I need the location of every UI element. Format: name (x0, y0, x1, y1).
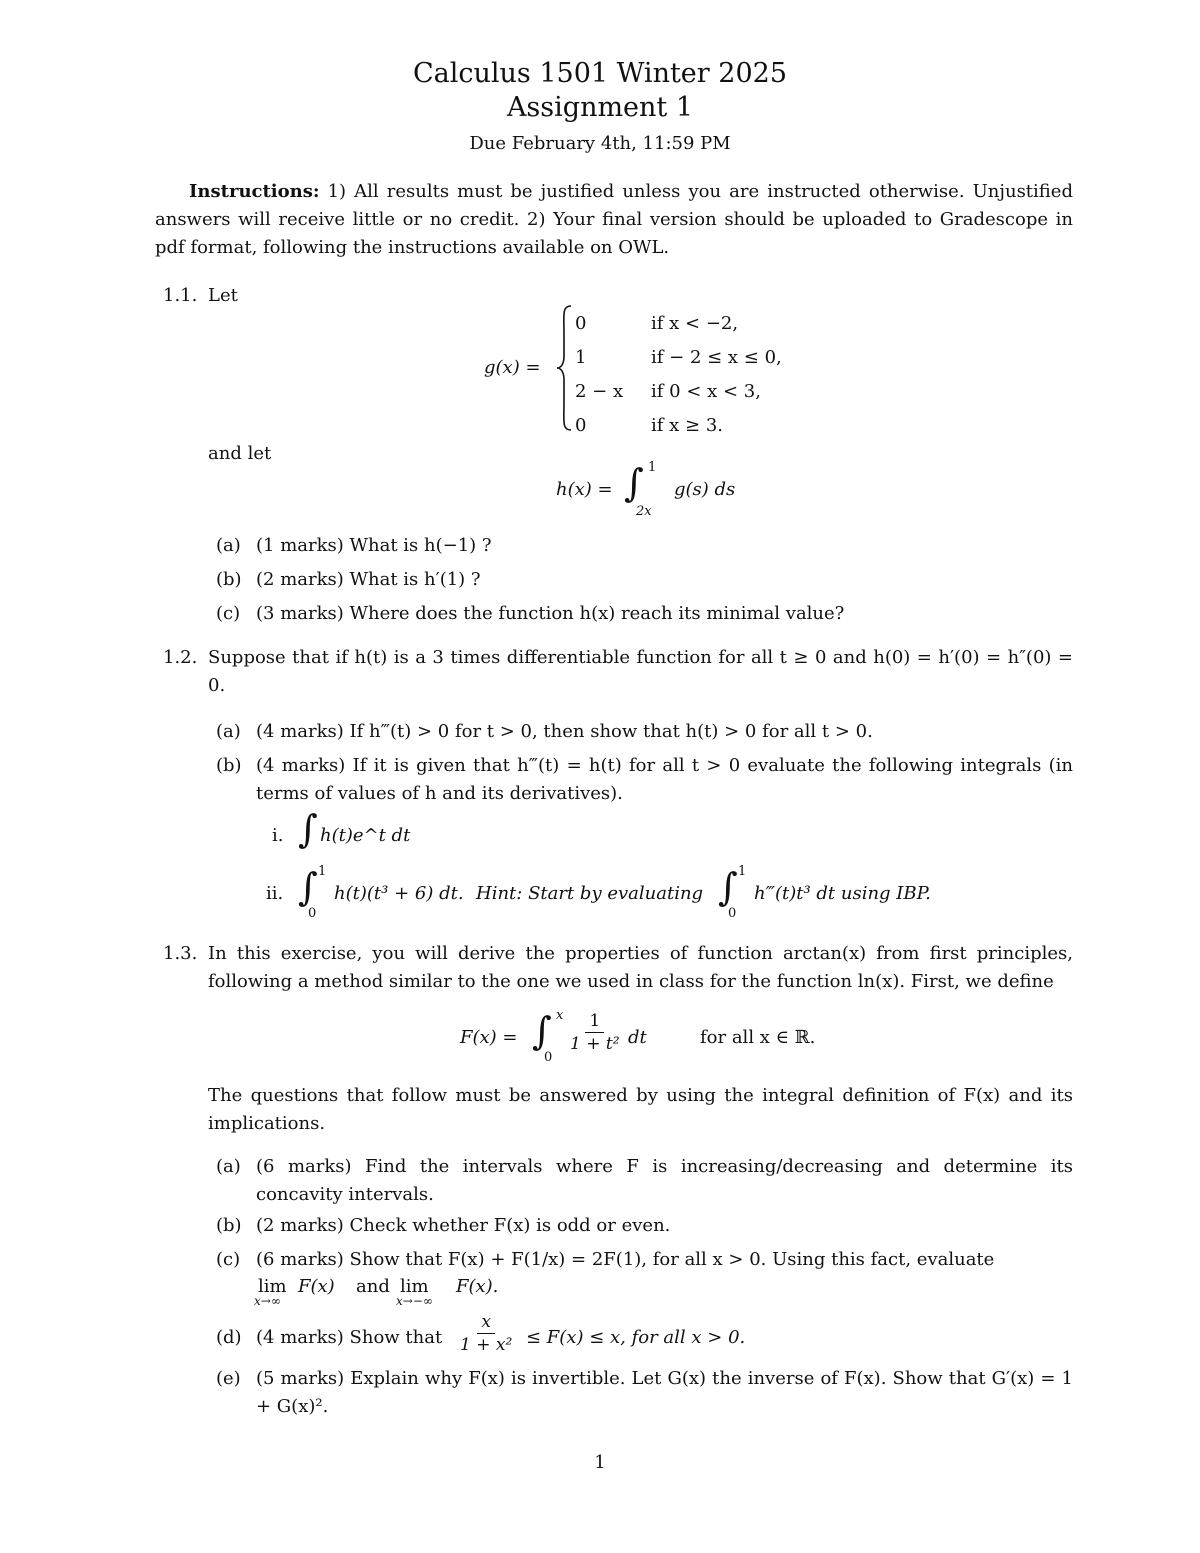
limit-2-subscript: x→−∞ (396, 1294, 433, 1308)
denominator: 1 + x² (460, 1335, 513, 1355)
q1-part-b (256, 566, 481, 594)
marks: (2 marks) (256, 569, 344, 590)
part-text: If h‴(t) > 0 for t > 0, then show that h(t) > 0 for all t > 0. (349, 721, 873, 742)
g-cases-table (575, 306, 782, 442)
limit-2-function: F(x). (456, 1276, 499, 1297)
numerator: 1 (585, 1010, 604, 1033)
sub-ii-integrand: h(t)(t³ + 6) dt. (334, 883, 464, 904)
assignment-subtitle: Assignment 1 (506, 92, 694, 123)
g-case-value: 2 − x (575, 380, 624, 402)
hint-lower: 0 (728, 906, 737, 921)
part-text: What is h(−1) ? (349, 535, 492, 556)
document-title: Calculus 1501 Winter 2025 (413, 58, 787, 89)
q3-part-b-label: (b) (216, 1215, 242, 1236)
q2-number: 1.2. (163, 647, 198, 668)
marks: (6 marks) (256, 1156, 352, 1177)
q1-intro: Let (208, 285, 238, 306)
d-fraction (456, 1311, 516, 1356)
q3-part-e (256, 1365, 1073, 1421)
page-number: 1 (594, 1452, 606, 1473)
q3-part-a (256, 1153, 1073, 1209)
F-upper-limit: x (556, 1008, 564, 1023)
F-domain: for all x ∈ ℝ. (700, 1027, 816, 1048)
left-brace (556, 304, 574, 432)
g-case-value: 1 (575, 346, 587, 368)
part-text: Show that F(x) + F(1/x) = 2F(1), for all x > 0. Using this fact, evaluate (349, 1249, 995, 1270)
g-case-condition: if 0 < x < 3, (651, 380, 761, 402)
q2-stem: Suppose that if h(t) is a 3 times differentiable function for all t ≥ 0 and h(0) = h′(0) = h″(0) = 0. (208, 647, 1073, 696)
marks: (5 marks) (256, 1368, 345, 1389)
g-case-condition: if x < −2, (651, 312, 739, 334)
instructions-label: Instructions: (189, 181, 320, 202)
q1-part-b-label: (b) (216, 569, 242, 590)
marks: (4 marks) (256, 1327, 344, 1348)
q1-part-a-label: (a) (216, 535, 241, 556)
part-text: If it is given that h‴(t) = h(t) for all t > 0 evaluate the following integrals (in terms of values of h and its derivatives). (256, 755, 1073, 804)
q2-part-a (256, 718, 1073, 746)
q3-part-e-label: (e) (216, 1368, 241, 1389)
integral-sign: ∫ (624, 461, 644, 505)
q2-part-a-label: (a) (216, 721, 241, 742)
limit-2: lim (400, 1276, 429, 1297)
limit-1: lim (258, 1276, 287, 1297)
q3-part-d-label: (d) (216, 1327, 242, 1348)
h-integrand: g(s) ds (674, 479, 736, 500)
hint-upper: 1 (738, 864, 747, 879)
fraction (566, 1010, 624, 1055)
sub-ii-upper: 1 (318, 864, 327, 879)
g-case-value: 0 (575, 312, 587, 334)
q3-number: 1.3. (163, 943, 198, 964)
marks: (4 marks) (256, 755, 346, 776)
F-lower-limit: 0 (544, 1050, 553, 1065)
h-definition-lhs: h(x) = (556, 479, 613, 500)
limit-1-function: F(x) (298, 1276, 335, 1297)
q3-part-c (256, 1246, 1073, 1274)
g-case-row (575, 408, 782, 442)
sub-i-label: i. (272, 825, 284, 846)
q1-part-c-label: (c) (216, 603, 241, 624)
q3-followup: The questions that follow must be answered by using the integral definition of F(x) and its implications. (208, 1085, 1073, 1134)
part-text: Explain why F(x) is invertible. Let G(x) the inverse of F(x). Show that G′(x) = 1 + G(x)². (256, 1368, 1073, 1417)
g-definition-lhs: g(x) = (484, 357, 541, 378)
h-upper-limit: 1 (648, 460, 657, 475)
q3-part-c-label: (c) (216, 1249, 241, 1270)
integral-sign: ∫ (298, 865, 318, 909)
sub-i-integrand: h(t)e^t dt (320, 825, 411, 846)
part-text: What is h′(1) ? (349, 569, 481, 590)
q1-part-a (256, 532, 492, 560)
F-dt: dt (628, 1027, 647, 1048)
h-lower-limit: 2x (636, 504, 652, 519)
F-integrand-fraction (566, 1010, 624, 1055)
g-case-row (575, 374, 782, 408)
part-text: Where does the function h(x) reach its minimal value? (349, 603, 845, 624)
part-text: Check whether F(x) is odd or even. (349, 1215, 671, 1236)
g-case-row (575, 306, 782, 340)
q2-part-b-label: (b) (216, 755, 242, 776)
integral-sign: ∫ (532, 1009, 552, 1053)
due-date: Due February 4th, 11:59 PM (469, 133, 731, 154)
sub-ii-hint-integrand: h‴(t)t³ dt using IBP. (754, 883, 931, 904)
marks: (2 marks) (256, 1215, 344, 1236)
F-definition-lhs: F(x) = (460, 1027, 518, 1048)
g-case-row (575, 340, 782, 374)
integral-sign: ∫ (718, 865, 738, 909)
q3-part-b (256, 1212, 670, 1240)
part-text: Find the intervals where F is increasing/decreasing and determine its concavity intervals. (256, 1156, 1073, 1205)
limit-1-subscript: x→∞ (254, 1294, 281, 1308)
g-case-condition: if − 2 ≤ x ≤ 0, (651, 346, 782, 368)
marks: (4 marks) (256, 721, 344, 742)
denominator: 1 + t² (570, 1034, 620, 1054)
q1-number: 1.1. (163, 285, 198, 306)
and-let: and let (208, 443, 272, 464)
marks: (3 marks) (256, 603, 344, 624)
q1-part-c (256, 600, 844, 628)
part-text: Show that (349, 1327, 443, 1348)
marks: (6 marks) (256, 1249, 344, 1270)
d-rest: ≤ F(x) ≤ x, for all x > 0. (526, 1327, 746, 1348)
q2-part-b (256, 752, 1073, 808)
q3-part-d (256, 1324, 442, 1352)
q3-stem: In this exercise, you will derive the properties of function arctan(x) from first principles, following a method similar to the one we used in class for the function ln(x). First, we define (208, 943, 1073, 992)
fraction (456, 1311, 516, 1356)
marks: (1 marks) (256, 535, 344, 556)
sub-ii-hint: Hint: Start by evaluating (476, 883, 704, 904)
instructions-text: 1) All results must be justified unless you are instructed otherwise. Unjustified answers will receive little or no credit. 2) Your final version should be uploaded to Gradescope in pdf format, following the instructions available on OWL. (155, 181, 1073, 258)
g-case-value: 0 (575, 414, 587, 436)
sub-ii-lower: 0 (308, 906, 317, 921)
numerator: x (477, 1311, 495, 1334)
and-word: and (356, 1276, 390, 1297)
sub-ii-label: ii. (266, 883, 284, 904)
g-case-condition: if x ≥ 3. (651, 414, 723, 436)
instructions-paragraph (155, 178, 1073, 262)
q3-part-a-label: (a) (216, 1156, 241, 1177)
integral-sign: ∫ (298, 807, 318, 851)
